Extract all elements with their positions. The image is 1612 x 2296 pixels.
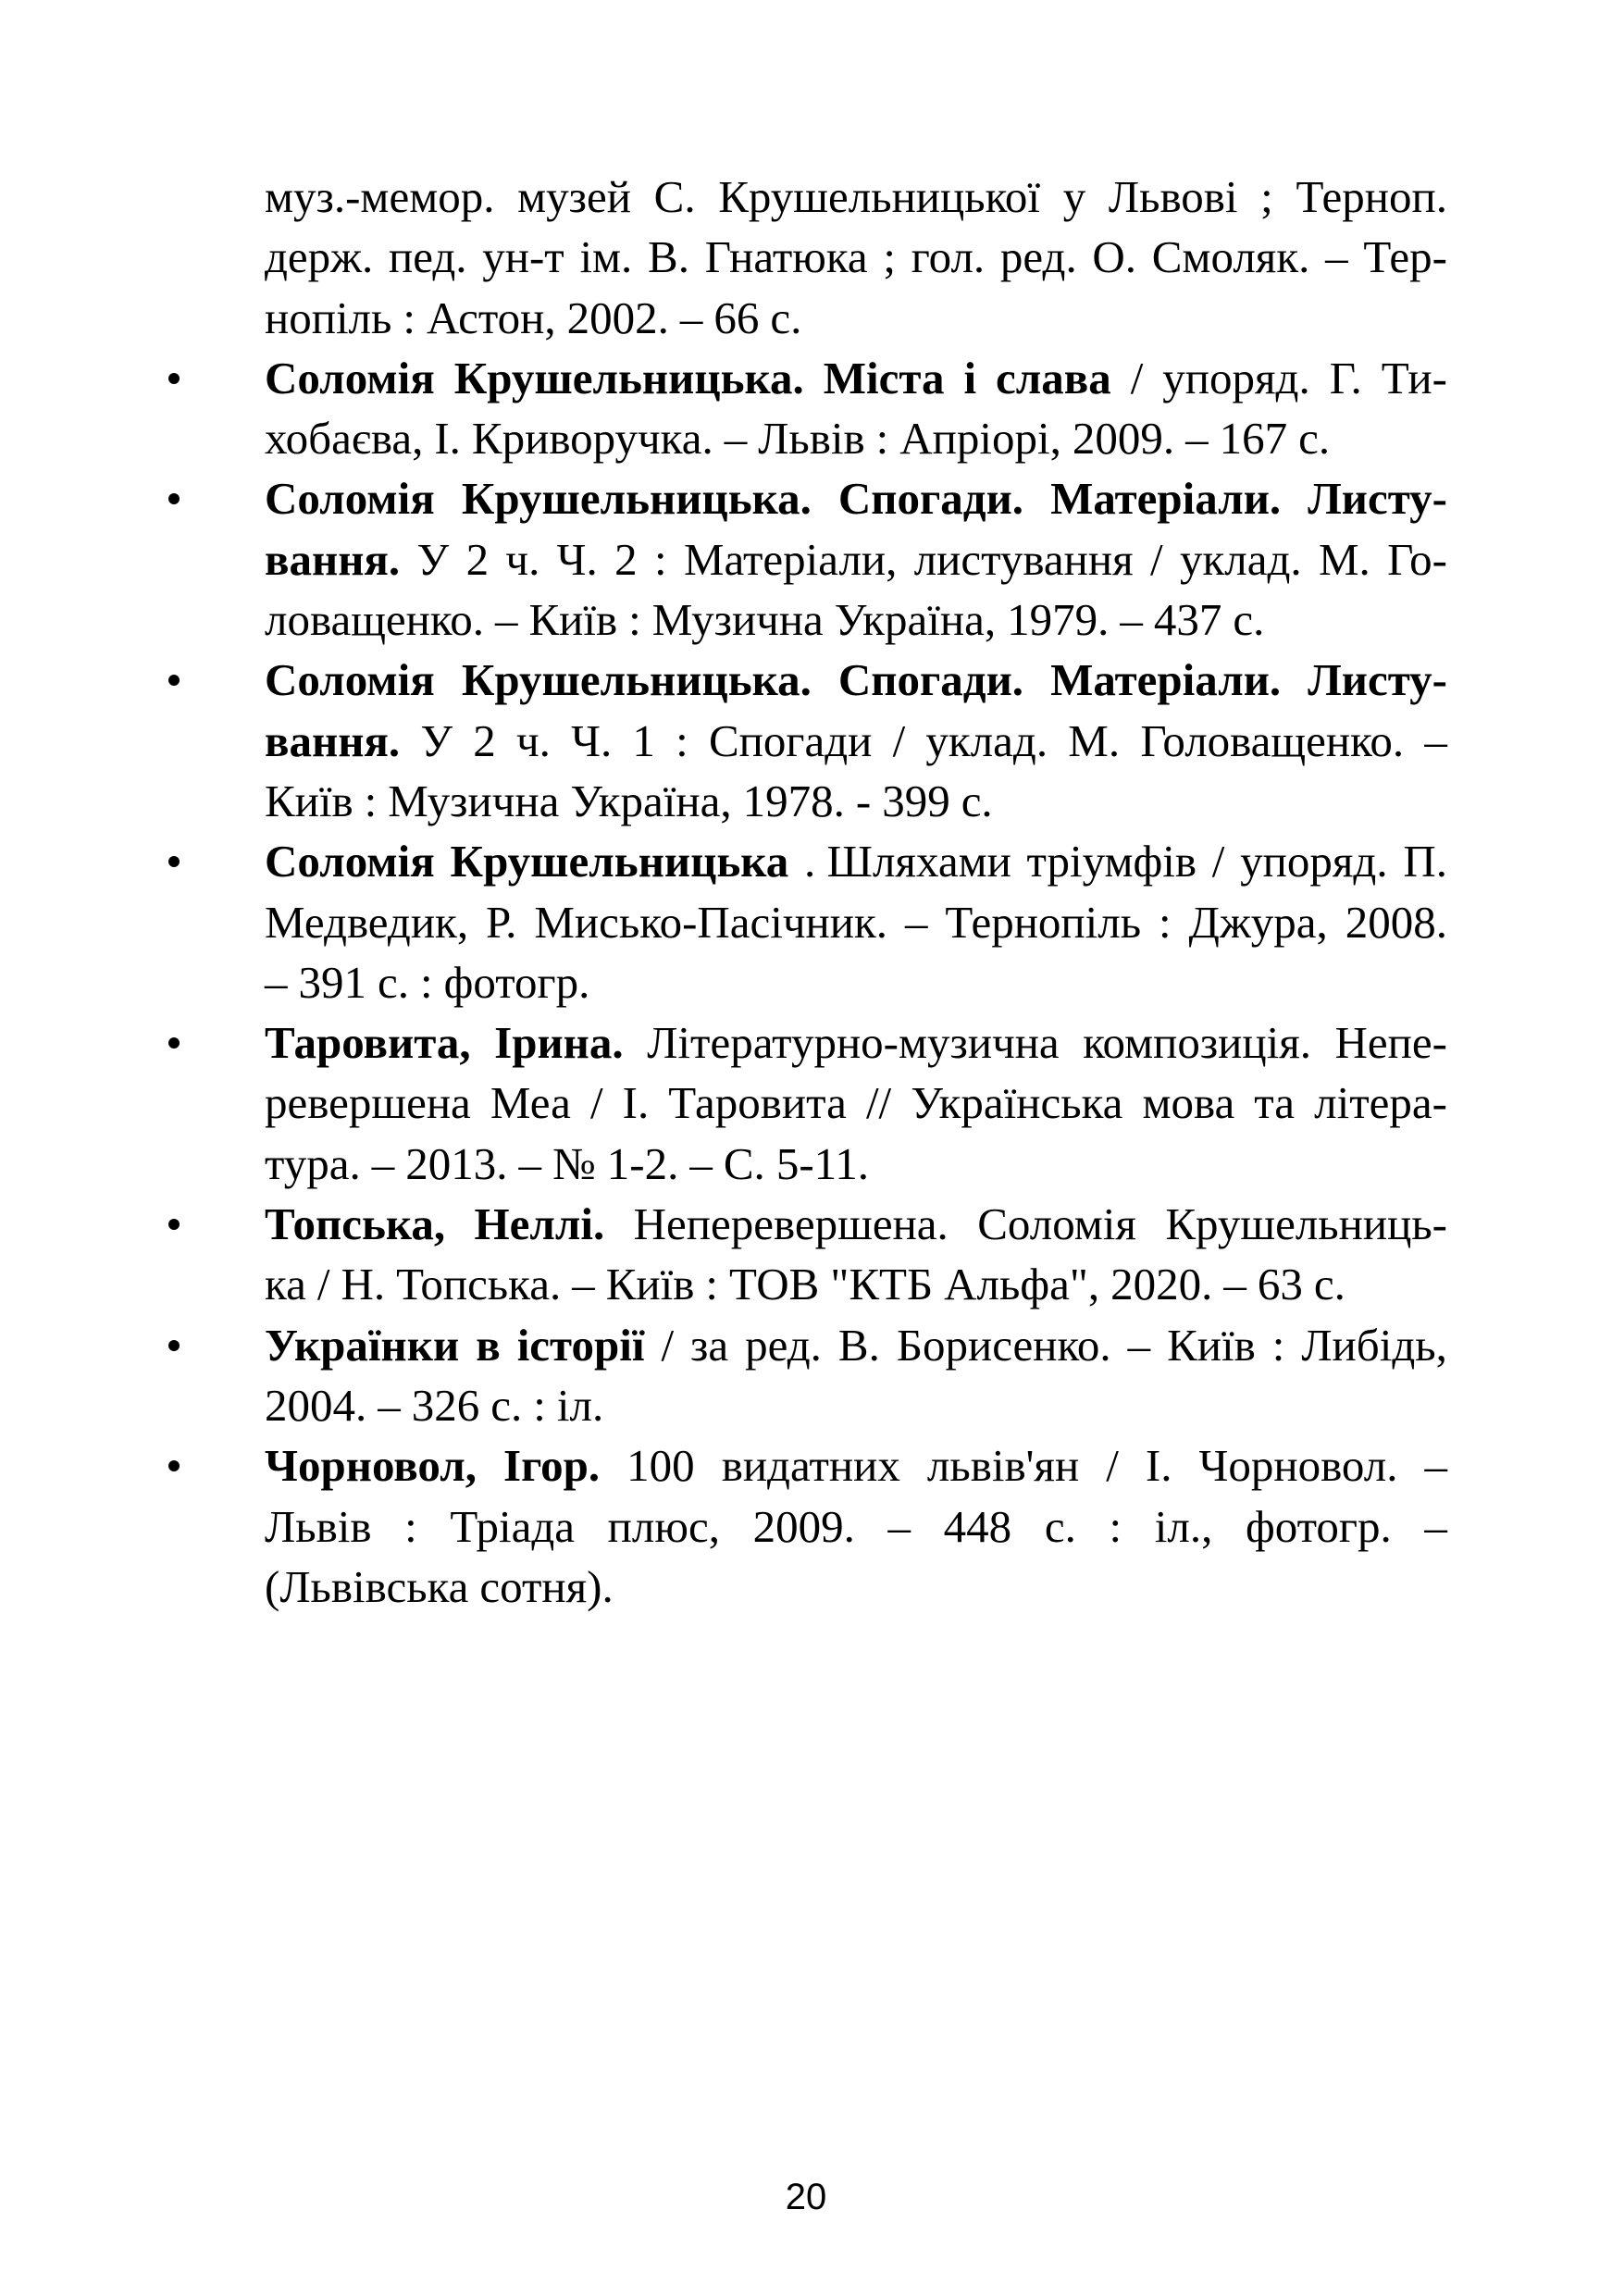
- bibliography-entry-line: [265, 1194, 1447, 1254]
- entry-word: Джура,: [1188, 896, 1328, 948]
- entry-word: Матеріали,: [683, 533, 898, 585]
- entry-word: 2002.: [566, 292, 669, 343]
- entry-word: /: [1149, 533, 1163, 585]
- bibliography-entry-line: [265, 1315, 1447, 1375]
- text-line: [265, 952, 1447, 1012]
- entry-word: композиція.: [1083, 1017, 1312, 1069]
- entry-heading-word: історії: [516, 1319, 645, 1371]
- entry-word: 448: [943, 1500, 1012, 1552]
- entry-word: ревершена: [265, 1077, 471, 1129]
- entry-word: с.: [378, 956, 409, 1008]
- entry-word: ;: [883, 231, 897, 283]
- entry-word: Львів: [758, 413, 865, 465]
- entry-word: плюс,: [607, 1500, 720, 1552]
- entry-word: уклад.: [925, 714, 1048, 766]
- entry-word: Київ: [265, 775, 353, 826]
- entry-word: "КТБ: [830, 1259, 934, 1310]
- bibliography-entry-line: [265, 468, 1447, 528]
- entry-word: Ч.: [556, 533, 598, 585]
- entry-word: 2009.: [1072, 413, 1175, 465]
- text-line: [265, 711, 1447, 771]
- entry-word: Ти-: [1381, 352, 1447, 403]
- entry-word: :: [653, 533, 667, 585]
- entry-word: Таровита: [668, 1077, 847, 1129]
- entry-word: М.: [1318, 533, 1370, 585]
- bullet-icon: [168, 1219, 180, 1230]
- entry-heading-word: і: [963, 352, 977, 403]
- entry-word: Ч.: [571, 714, 613, 766]
- entry-word: Головащенко.: [1140, 714, 1405, 766]
- entry-word: Львові: [1108, 171, 1238, 222]
- entry-word: сотня).: [479, 1560, 614, 1612]
- entry-word: Топська.: [396, 1259, 562, 1310]
- text-line: [265, 408, 1447, 468]
- entry-heading-word: Чорновол,: [265, 1440, 477, 1492]
- entry-heading-word: Крушельницька.: [453, 352, 804, 403]
- entry-word: /: [661, 1319, 675, 1371]
- entry-word: ч.: [516, 714, 551, 766]
- entry-word: 2008.: [1345, 896, 1447, 948]
- entry-word: с.: [490, 1379, 523, 1431]
- entry-word: с.: [770, 292, 802, 343]
- bibliography-entry-line: [265, 1012, 1447, 1073]
- entry-word: –: [265, 956, 288, 1008]
- entry-word: :: [628, 594, 641, 646]
- entry-word: Чорновол.: [1198, 1440, 1398, 1492]
- entry-word: гол.: [911, 231, 986, 283]
- entry-word: держ.: [265, 231, 374, 283]
- entry-heading-word: Соломія: [265, 473, 435, 525]
- entry-word: с.: [1044, 1500, 1076, 1552]
- entry-heading-word: Соломія: [265, 352, 435, 403]
- entry-heading-word: Ірина.: [494, 1017, 624, 1069]
- entry-word: :: [875, 413, 889, 465]
- entry-word: фотогр.: [443, 956, 590, 1008]
- text-line: [265, 771, 1447, 831]
- entry-word: Мисько-Пасічник.: [534, 896, 888, 948]
- entry-word: –: [887, 1500, 911, 1552]
- entry-word: І.: [1145, 1440, 1172, 1492]
- bullet-icon: [168, 1460, 180, 1471]
- entry-word: :: [1109, 1500, 1122, 1552]
- entry-word: С.: [723, 1137, 765, 1189]
- entry-heading-word: Крушельницька: [450, 836, 789, 887]
- text-line: [265, 1557, 1447, 1617]
- entry-heading-word: Неллі.: [474, 1198, 605, 1250]
- entry-word: у: [1062, 171, 1086, 222]
- bullet-icon: [168, 1340, 180, 1351]
- entry-word: :: [1271, 1319, 1285, 1371]
- text-line: [265, 1254, 1447, 1314]
- entry-word: /: [892, 714, 906, 766]
- bibliography-entry-line: [265, 348, 1447, 408]
- entry-word: –: [1185, 413, 1209, 465]
- entry-word: –: [378, 1379, 401, 1431]
- entry-word: 437: [1153, 594, 1222, 646]
- entry-word: С.: [653, 171, 696, 222]
- entry-heading-word: Соломія: [265, 836, 435, 887]
- entry-word: –: [1424, 714, 1447, 766]
- entry-word: –: [494, 594, 518, 646]
- text-line: [265, 227, 1447, 287]
- entry-word: –: [1424, 1440, 1447, 1492]
- bibliography-entry-line: [265, 831, 1447, 891]
- entry-word: мова: [1142, 1077, 1235, 1129]
- entry-word: –: [518, 1137, 542, 1189]
- entry-word: Гнатюка: [704, 231, 868, 283]
- bibliography-entry-line: [265, 650, 1447, 710]
- entry-word: Неперевершена.: [633, 1198, 949, 1250]
- entry-word: –: [1127, 1319, 1151, 1371]
- entry-word: В.: [648, 231, 689, 283]
- entry-word: 1: [632, 714, 655, 766]
- text-line: [265, 1134, 1447, 1194]
- entry-word: –: [679, 292, 703, 343]
- entry-word: 399: [882, 775, 950, 826]
- entry-word: листування: [913, 533, 1134, 585]
- entry-word: /: [316, 1259, 330, 1310]
- entry-word: . Шляхами: [804, 836, 1011, 887]
- entry-word: Тер-: [1363, 231, 1447, 283]
- entry-word: 2: [614, 533, 638, 585]
- entry-word: 63: [1257, 1259, 1303, 1310]
- entry-word: тура.: [265, 1137, 361, 1189]
- entry-word: /: [589, 1077, 603, 1129]
- entry-word: нопіль: [265, 292, 392, 343]
- entry-heading-word: Таровита,: [265, 1017, 471, 1069]
- entry-word: с.: [1313, 1259, 1345, 1310]
- entry-word: упоряд.: [1162, 352, 1310, 403]
- entry-word: Київ: [528, 594, 618, 646]
- entry-word: Н.: [341, 1259, 386, 1310]
- entry-word: Г.: [1329, 352, 1362, 403]
- entry-word: Українська: [911, 1077, 1123, 1129]
- entry-word: фотогр.: [1246, 1500, 1392, 1552]
- entry-word: Тріада: [450, 1500, 576, 1552]
- entry-word: –: [1325, 231, 1348, 283]
- entry-word: Борисенко.: [896, 1319, 1111, 1371]
- entry-word: –: [904, 896, 928, 948]
- entry-word: іл.: [556, 1379, 604, 1431]
- entry-word: Астон,: [426, 292, 556, 343]
- entry-word: Терноп.: [1296, 171, 1447, 222]
- entry-heading-word: Крушельницька.: [461, 473, 812, 525]
- entry-word: 2: [465, 533, 490, 585]
- entry-word: 2009.: [752, 1500, 855, 1552]
- entry-word: с.: [1233, 594, 1265, 646]
- entry-word: 2: [473, 714, 496, 766]
- entry-word: хобаєва,: [265, 413, 424, 465]
- entry-word: №: [552, 1137, 596, 1189]
- entry-word: І.: [434, 413, 461, 465]
- bullet-icon: [168, 675, 180, 686]
- entry-word: 167: [1219, 413, 1288, 465]
- text-line: [265, 1496, 1447, 1557]
- entry-word: –: [1424, 1500, 1447, 1552]
- entry-heading-word: Українки: [265, 1319, 460, 1371]
- entry-word: 2013.: [405, 1137, 508, 1189]
- entry-word: 100: [626, 1440, 695, 1492]
- entry-word: музей: [517, 171, 631, 222]
- entry-word: Либідь,: [1301, 1319, 1447, 1371]
- entry-word: с.: [1298, 413, 1331, 465]
- entry-word: /: [1106, 1440, 1119, 1492]
- entry-word: Непе-: [1334, 1017, 1447, 1069]
- entry-word: О.: [1092, 231, 1137, 283]
- entry-word: Львів: [265, 1500, 372, 1552]
- entry-word: /: [1211, 836, 1225, 887]
- entry-heading-word: Спогади.: [837, 654, 1024, 706]
- entry-word: Спогади: [708, 714, 873, 766]
- entry-heading-word: в: [476, 1319, 501, 1371]
- entry-word: ім.: [579, 231, 633, 283]
- entry-word: :: [705, 1259, 719, 1310]
- entry-word: Музична: [651, 594, 824, 646]
- page-number: 20: [785, 2177, 827, 2217]
- entry-word: Криворучка.: [471, 413, 713, 465]
- entry-word: 1-2.: [606, 1137, 679, 1189]
- entry-word: –: [1120, 594, 1143, 646]
- entry-word: 2004.: [265, 1379, 367, 1431]
- entry-word: У: [416, 533, 450, 585]
- entry-word: Апріорі,: [899, 413, 1061, 465]
- entry-word: 66: [713, 292, 760, 343]
- entry-word: за: [690, 1319, 729, 1371]
- entry-word: У: [420, 714, 453, 766]
- entry-word: 326: [411, 1379, 480, 1431]
- entry-word: літера-: [1314, 1077, 1447, 1129]
- entry-heading-word: Листу-: [1308, 473, 1447, 525]
- entry-word: 1979.: [1007, 594, 1110, 646]
- entry-word: Музична: [388, 775, 560, 826]
- entry-word: с.: [961, 775, 993, 826]
- entry-word: іл.,: [1154, 1500, 1213, 1552]
- entry-word: Тернопіль: [945, 896, 1142, 948]
- entry-heading-word: Спогади.: [837, 473, 1024, 525]
- text-line: [265, 1073, 1447, 1133]
- entry-word: (Львівська: [265, 1560, 469, 1612]
- entry-word: ка: [265, 1259, 306, 1310]
- entry-word: тріумфів: [1026, 836, 1197, 887]
- entry-word: уклад.: [1179, 533, 1302, 585]
- entry-heading-word: Матеріали.: [1050, 473, 1282, 525]
- entry-word: Р.: [486, 896, 517, 948]
- entry-word: ;: [1260, 171, 1273, 222]
- entry-heading-word: слава: [996, 352, 1111, 403]
- entry-word: –: [371, 1137, 395, 1189]
- entry-heading-word: Листу-: [1308, 654, 1447, 706]
- entry-word: ТОВ: [729, 1259, 820, 1310]
- entry-word: –: [572, 1259, 595, 1310]
- entry-word: :: [1158, 896, 1172, 948]
- entry-word: 2020.: [1110, 1259, 1213, 1310]
- entry-heading-word: вання.: [265, 533, 401, 585]
- bullet-icon: [168, 1037, 180, 1049]
- entry-word: ун-т: [482, 231, 564, 283]
- entry-word: -: [855, 775, 872, 826]
- entry-word: видатних: [721, 1440, 900, 1492]
- entry-word: львів'ян: [926, 1440, 1080, 1492]
- entry-word: –: [1223, 1259, 1246, 1310]
- entry-heading-word: Міста: [823, 352, 945, 403]
- bibliography-list: [265, 167, 1447, 1617]
- entry-heading-word: вання.: [265, 714, 401, 766]
- entry-word: Медведик,: [265, 896, 469, 948]
- bullet-icon: [168, 856, 180, 867]
- entry-word: І.: [622, 1077, 650, 1129]
- entry-heading-word: Соломія: [265, 654, 435, 706]
- entry-word: ред.: [999, 231, 1077, 283]
- entry-word: Київ: [1167, 1319, 1256, 1371]
- entry-word: муз.-мемор.: [265, 171, 495, 222]
- text-line: [265, 590, 1447, 650]
- entry-heading-word: Крушельницька.: [461, 654, 812, 706]
- entry-word: :: [420, 956, 433, 1008]
- entry-word: ред.: [745, 1319, 822, 1371]
- text-line: [265, 1375, 1447, 1435]
- entry-word: В.: [837, 1319, 880, 1371]
- entry-word: Україна,: [570, 775, 732, 826]
- entry-word: :: [403, 292, 415, 343]
- entry-word: –: [689, 1137, 713, 1189]
- entry-word: Літературно-музична: [647, 1017, 1060, 1069]
- entry-word: Україна,: [834, 594, 997, 646]
- entry-word: –: [724, 413, 748, 465]
- bullet-icon: [168, 493, 180, 504]
- entry-word: М.: [1068, 714, 1121, 766]
- entry-heading-word: Ігор.: [503, 1440, 601, 1492]
- entry-word: Крушельниць-: [1165, 1198, 1447, 1250]
- entry-word: :: [364, 775, 378, 826]
- entry-word: ловащенко.: [265, 594, 484, 646]
- entry-word: та: [1254, 1077, 1296, 1129]
- entry-word: Соломія: [977, 1198, 1136, 1250]
- entry-word: 391: [298, 956, 366, 1008]
- entry-heading-word: Матеріали.: [1050, 654, 1282, 706]
- entry-word: 1978.: [742, 775, 845, 826]
- entry-word: //: [865, 1077, 892, 1129]
- text-line: [265, 167, 1447, 227]
- entry-word: Крушельницької: [718, 171, 1041, 222]
- bullet-icon: [168, 373, 180, 384]
- entry-word: Київ: [605, 1259, 695, 1310]
- entry-word: :: [676, 714, 688, 766]
- entry-word: Смоляк.: [1151, 231, 1310, 283]
- text-line: [265, 288, 1447, 348]
- entry-word: Меа: [490, 1077, 571, 1129]
- entry-word: Го-: [1387, 533, 1447, 585]
- entry-word: :: [533, 1379, 546, 1431]
- entry-word: 5-11.: [775, 1137, 870, 1189]
- entry-word: упоряд.: [1240, 836, 1388, 887]
- text-line: [265, 529, 1447, 590]
- text-line: [265, 892, 1447, 952]
- entry-word: /: [1130, 352, 1144, 403]
- entry-word: П.: [1403, 836, 1447, 887]
- entry-word: :: [404, 1500, 417, 1552]
- entry-word: ч.: [505, 533, 540, 585]
- entry-heading-word: Топська,: [265, 1198, 446, 1250]
- bibliography-entry-line: [265, 1435, 1447, 1496]
- entry-word: пед.: [389, 231, 467, 283]
- entry-word: Альфа",: [944, 1259, 1100, 1310]
